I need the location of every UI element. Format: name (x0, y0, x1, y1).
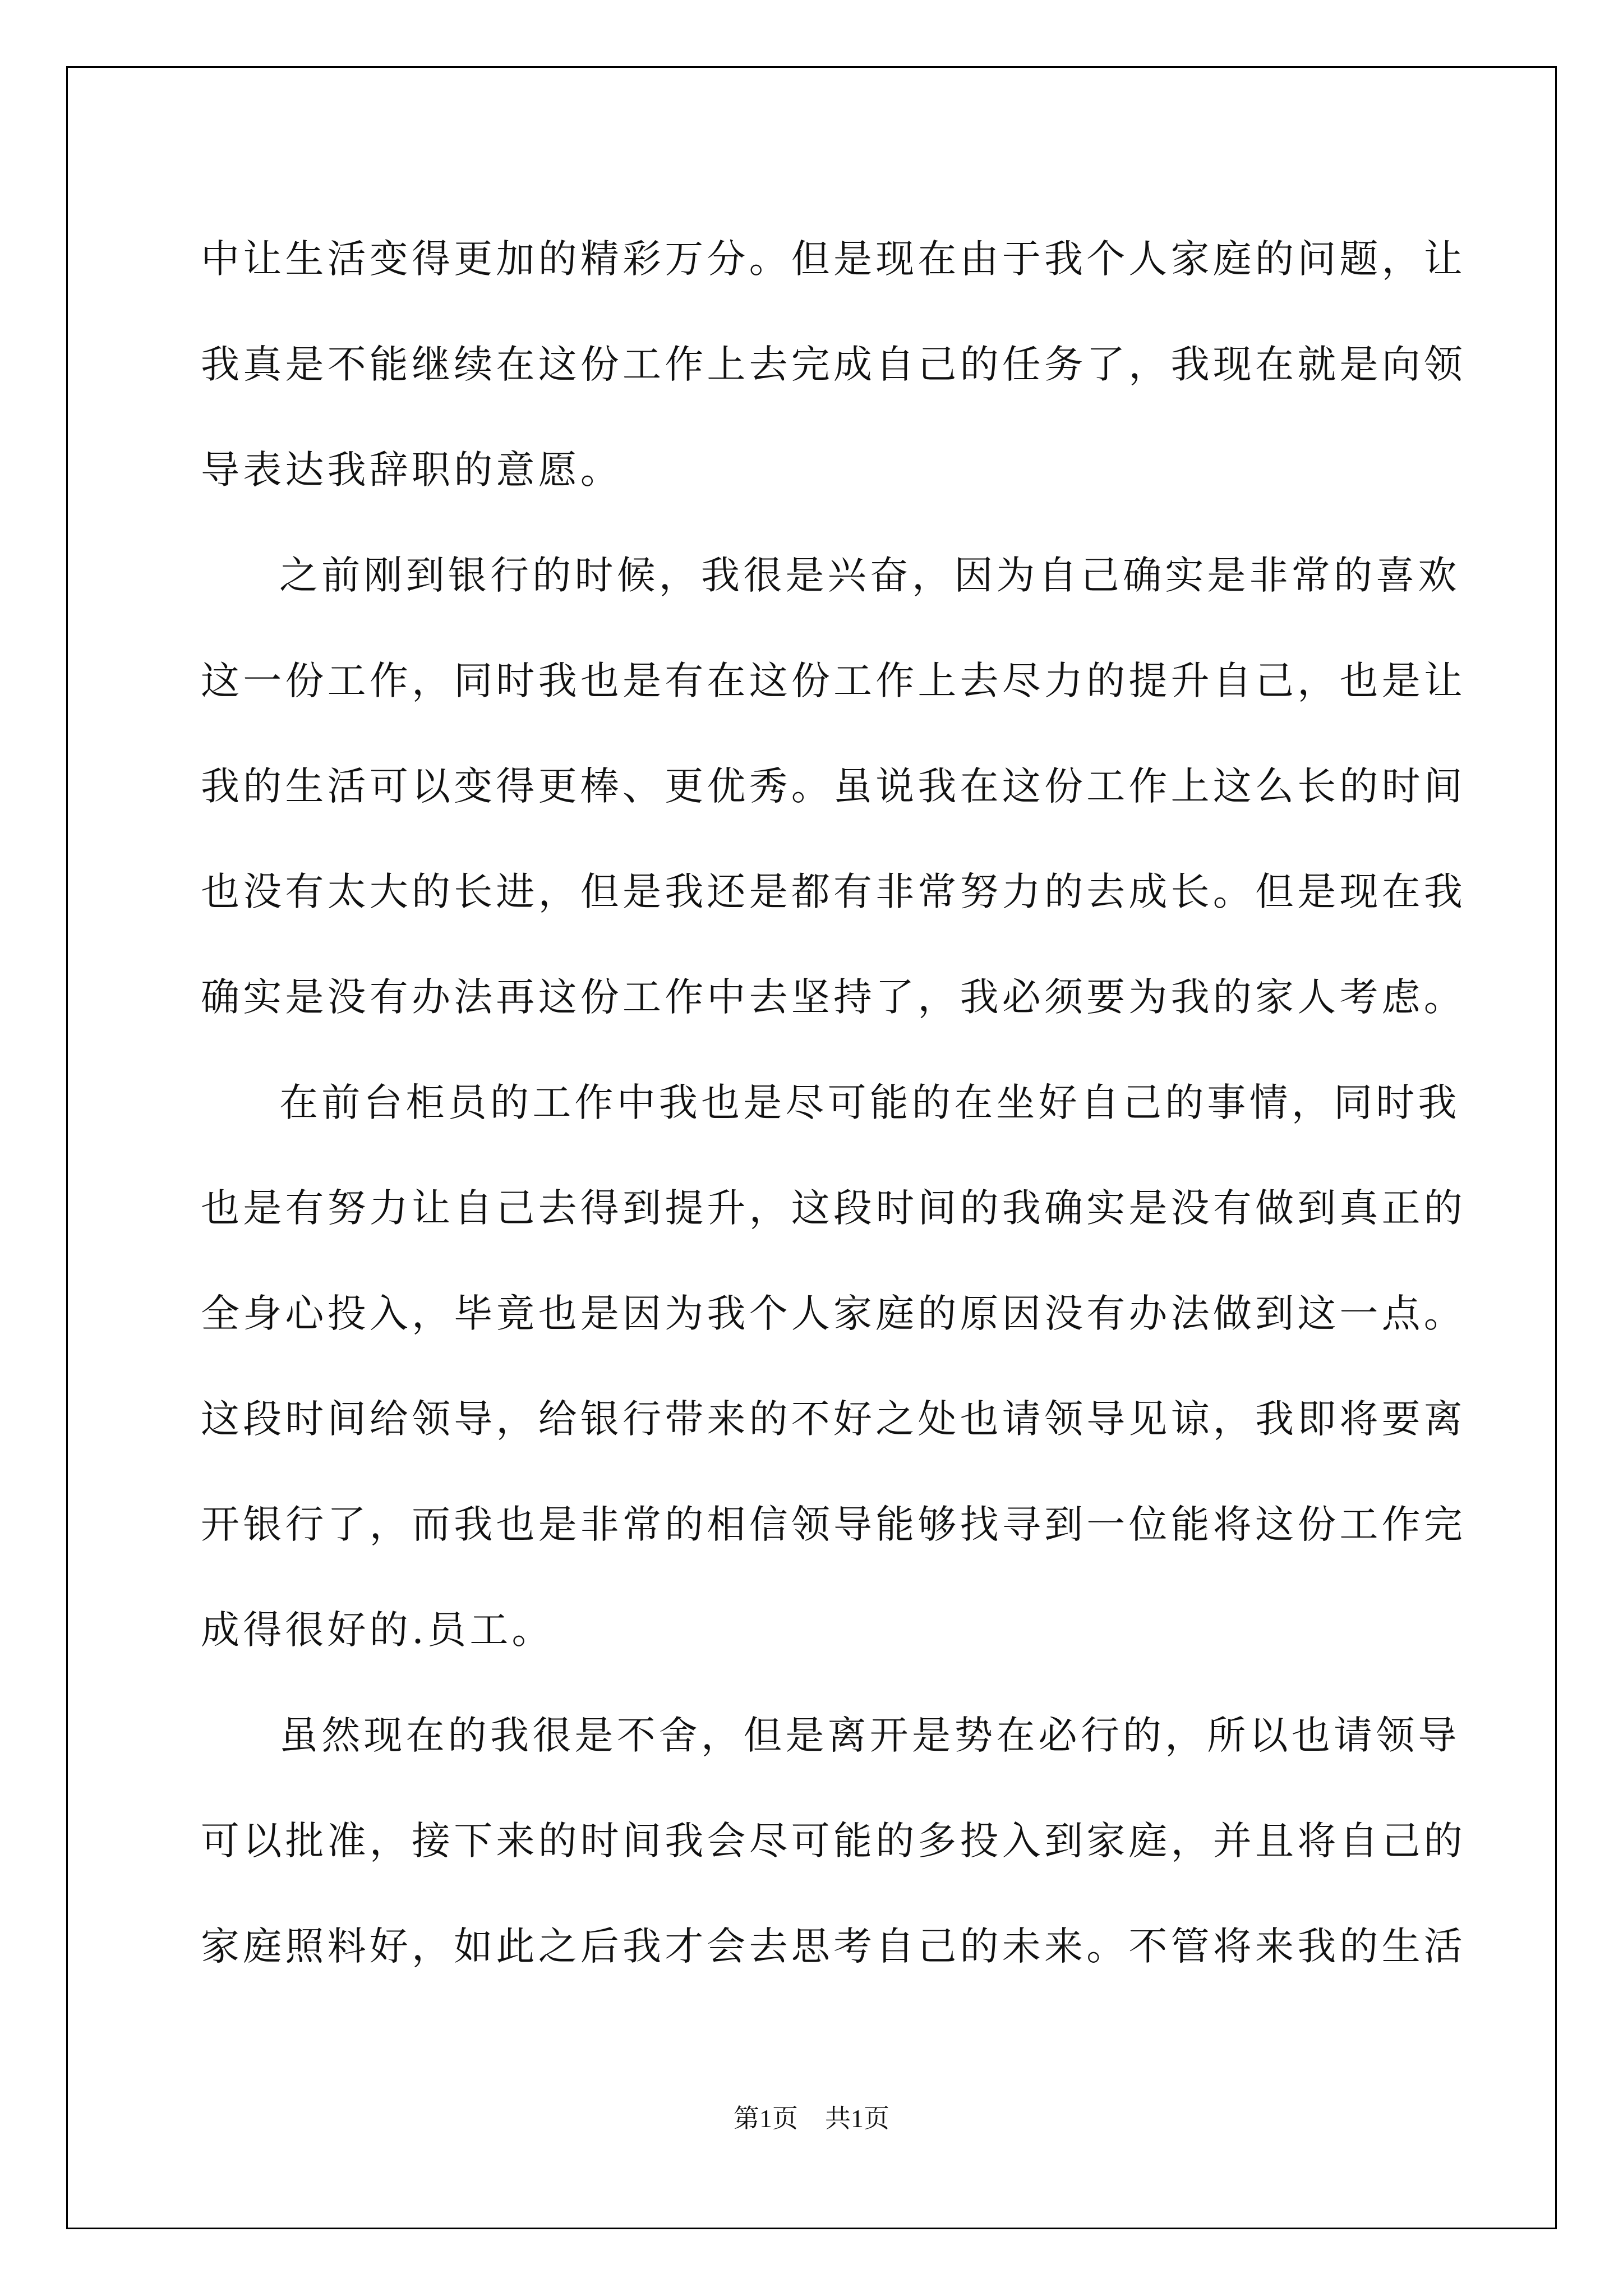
text-line: 也是有努力让自己去得到提升，这段时间的我确实是没有做到真正的 (201, 1186, 1466, 1231)
text-line: 我的生活可以变得更棒、更优秀。虽说我在这份工作上这么长的时间 (201, 764, 1466, 809)
text-line: 虽然现在的我很是不舍，但是离开是势在必行的，所以也请领导 (279, 1713, 1460, 1758)
text-line: 确实是没有办法再这份工作中去坚持了，我必须要为我的家人考虑。 (201, 975, 1466, 1020)
text-line: 中让生活变得更加的精彩万分。但是现在由于我个人家庭的问题，让 (201, 237, 1466, 282)
text-line: 家庭照料好，如此之后我才会去思考自己的未来。不管将来我的生活 (201, 1924, 1466, 1969)
page-number-current: 第1页 (734, 2104, 798, 2133)
text-line: 开银行了，而我也是非常的相信领导能够找寻到一位能将这份工作完 (201, 1502, 1466, 1547)
text-line: 可以批准，接下来的时间我会尽可能的多投入到家庭，并且将自己的 (201, 1819, 1466, 1864)
text-line: 这一份工作，同时我也是有在这份工作上去尽力的提升自己，也是让 (201, 659, 1466, 703)
text-line: 也没有太大的长进，但是我还是都有非常努力的去成长。但是现在我 (201, 869, 1466, 914)
page-footer (0, 2098, 1623, 2135)
document-body (201, 206, 1466, 1999)
text-line: 导表达我辞职的意愿。 (201, 448, 623, 493)
text-line: 我真是不能继续在这份工作上去完成自己的任务了，我现在就是向领 (201, 342, 1466, 387)
page-number-total: 共1页 (825, 2104, 889, 2133)
text-line: 之前刚到银行的时候，我很是兴奋，因为自己确实是非常的喜欢 (279, 553, 1460, 598)
text-line: 这段时间给领导，给银行带来的不好之处也请领导见谅，我即将要离 (201, 1397, 1466, 1442)
text-line: 全身心投入，毕竟也是因为我个人家庭的原因没有办法做到这一点。 (201, 1291, 1466, 1336)
text-line: 在前台柜员的工作中我也是尽可能的在坐好自己的事情，同时我 (279, 1080, 1460, 1125)
text-line: 成得很好的.员工。 (201, 1608, 554, 1653)
